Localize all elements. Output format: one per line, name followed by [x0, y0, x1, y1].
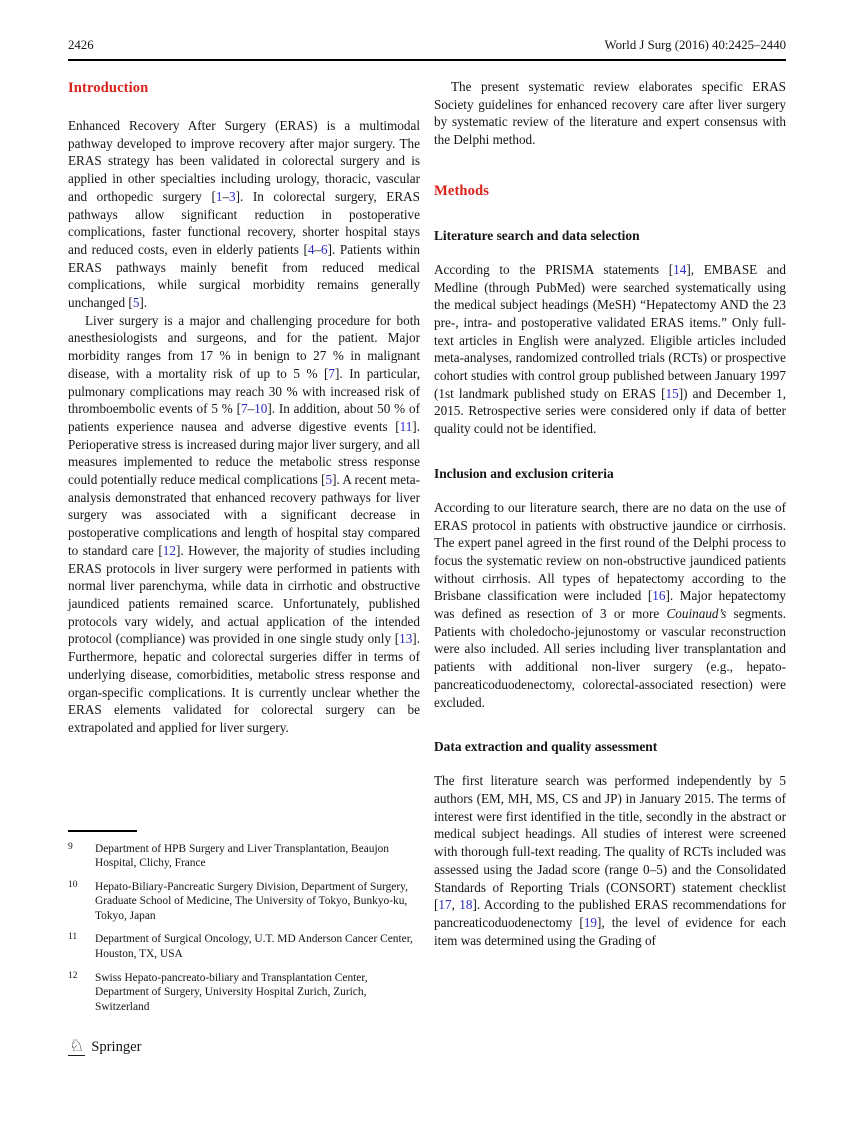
footnote-rule: [68, 830, 137, 832]
section-heading: Introduction: [68, 80, 149, 96]
citation-link[interactable]: 13: [399, 631, 413, 647]
page-number: 2426: [68, 38, 94, 52]
citation-link[interactable]: 15: [665, 385, 679, 401]
body-paragraph: According to our literature search, there are no data on the use of ERAS protocol in patients with obstructive jaundice or cirrhosis. The expert panel agreed in the first round of the Delphi process to focus the systematic review on non-obstructive jaundiced patients without cirrhosis. All types of hepatectomy according to the Brisbane classification were included [16]. Major hepatectomy was defined as resection of 3 or more Couinaud’s segments. Patients with choledocho-jejunostomy or vascular reconstruction were also included. All series including liver transplantation and patients with additional non-liver surgery (e.g., hepato-pancreaticoduodenectomy, colorectal-associated resection) were excluded.: [434, 499, 786, 710]
subsection-heading: Inclusion and exclusion criteria: [434, 465, 614, 481]
footnote-text: Hepato-Biliary-Pancreatic Surgery Division, Department of Surgery, Graduate School of Medicine, The University of Tokyo, Bunkyo-ku, Tokyo, Japan: [95, 880, 408, 922]
citation-link[interactable]: 5: [325, 472, 333, 488]
body-paragraph: The first literature search was performed independently by 5 authors (EM, MH, MS, CS and JP) in January 2015. The terms of interest were first identified in the title, secondly in the abstract or medical subject headings. All studies of interest were screened with thorough full-text reading. The quality of RCTs included was assessed using the Jadad score (range 0–5) and the Consolidated Standards of Reporting Trials (CONSORT) statement checklist [17, 18]. According to the published ERAS recommendations for pancreaticoduodenectomy [19], the level of evidence for each item was determined using the Grading of: [434, 773, 787, 948]
italic-text: Couinaud’s: [666, 606, 727, 622]
footnotes: [68, 830, 420, 1023]
footnote-text: Department of HPB Surgery and Liver Transplantation, Beaujon Hospital, Clichy, France: [95, 842, 390, 870]
citation-link[interactable]: 14: [673, 261, 687, 277]
citation-link[interactable]: 3: [229, 188, 236, 204]
section-heading: Methods: [434, 182, 490, 199]
footnote-number: 9: [68, 841, 73, 852]
footnote-item: [68, 842, 420, 871]
citation-link[interactable]: 5: [132, 295, 140, 311]
citation-link[interactable]: 12: [162, 542, 176, 558]
running-head: [68, 38, 786, 53]
right-column: [434, 78, 786, 949]
citation-link[interactable]: 7: [240, 401, 248, 417]
footnote-number: 11: [68, 932, 78, 943]
subsection-heading: Data extraction and quality assessment: [434, 739, 658, 755]
citation-link[interactable]: 6: [321, 241, 328, 257]
footnote-text: Department of Surgical Oncology, U.T. MD Anderson Cancer Center, Houston, TX, USA: [95, 933, 413, 961]
citation-link[interactable]: 10: [254, 401, 268, 417]
footnote-text: Swiss Hepato-pancreato-biliary and Transplantation Center, Department of Surgery, University Hospital Zurich, Zurich, Switzerland: [95, 971, 368, 1013]
footnote-list: [68, 842, 420, 1015]
body-paragraph: Enhanced Recovery After Surgery (ERAS) is a multimodal pathway developed to improve recovery after major surgery. The ERAS strategy has been validated in colorectal surgery and is applied in other specialties including urology, thoracic, vascular and orthopedic surgery [1–3]. In colorectal surgery, ERAS pathways allow significant reduction in postoperative complications, faster functional recovery, shorter hospital stays and reduced costs, even in elderly patients [4–6]. Patients within ERAS pathways mainly benefit from reduced medical complications, while surgical morbidity remains generally unchanged [5].: [68, 118, 421, 311]
citation-link[interactable]: 16: [652, 588, 666, 604]
footnote-item: [68, 932, 420, 961]
journal-reference: World J Surg (2016) 40:2425–2440: [604, 38, 786, 52]
footnote-item: [68, 880, 420, 924]
citation-link[interactable]: 4: [307, 241, 315, 257]
publisher-label: Springer: [91, 1039, 142, 1055]
footnote-number: 12: [68, 970, 78, 981]
springer-knight-icon: ♘: [69, 1036, 85, 1055]
citation-link[interactable]: 7: [328, 365, 335, 381]
header-rule: [68, 59, 786, 61]
subsection-heading: Literature search and data selection: [434, 227, 640, 243]
left-column: [68, 78, 420, 737]
publisher-logo: [68, 1038, 142, 1057]
body-paragraph: The present systematic review elaborates specific ERAS Society guidelines for enhanced recovery care after liver surgery by systematic review of the literature and expert consensus with the Delphi method.: [434, 79, 786, 148]
body-paragraph: According to the PRISMA statements [14], EMBASE and Medline (through PubMed) were searched systematically using the medical subject headings (MeSH) “Hepatectomy AND the 23 pre-, intra- and postoperative validated ERAS items.” Only full-text articles in English were analyzed. Eligible articles included meta-analyses, randomized controlled trials (RCTs) or prospective cohort studies with control group published between January 1997 (1st landmark published study on ERAS [15]) and December 1, 2015. Retrospective series were considered only if data of better quality could not be identified.: [434, 261, 786, 437]
footnote-item: [68, 971, 420, 1015]
citation-link[interactable]: 11: [399, 418, 413, 434]
citation-link[interactable]: 17: [438, 897, 452, 913]
citation-link[interactable]: 1: [215, 188, 223, 204]
footnote-number: 10: [68, 879, 78, 890]
citation-link[interactable]: 18: [459, 897, 473, 913]
body-paragraph: Liver surgery is a major and challenging procedure for both anesthesiologists and surgeons, and for the patient. Major morbidity ranges from 17 % in benign to 27 % in malignant disease, with a mortality risk of up to 5 % [7]. In particular, pulmonary complications may reach 30 % with increased risk of thromboembolic events of 5 % [7–10]. In addition, about 50 % of patients experience nausea and adverse digestive events [11]. Perioperative stress is increased during major liver surgery, and all measures implemented to reduce the metabolic stress response could potentially reduce medical complications [5]. A recent meta-analysis demonstrated that enhanced recovery pathways for liver surgery was associated with a significant decrease in postoperative complications and length of hospital stay compared to standard care [12]. However, the majority of studies including ERAS protocols in liver surgery were performed in patients with normal liver parenchyma, while data in cirrhotic and obstructive jaundiced patients remained scarce. Unfortunately, published protocols vary widely, and actual application of the intended protocol (compliance) was provided in one single study only [13]. Furthermore, hepatic and colorectal surgeries differ in terms of underlying disease, comorbidities, metabolic stress response and organ-specific complications. It is currently unclear whether the ERAS elements validated for colorectal surgery can be extrapolated and applied for liver surgery.: [68, 312, 421, 735]
citation-link[interactable]: 19: [583, 914, 598, 930]
